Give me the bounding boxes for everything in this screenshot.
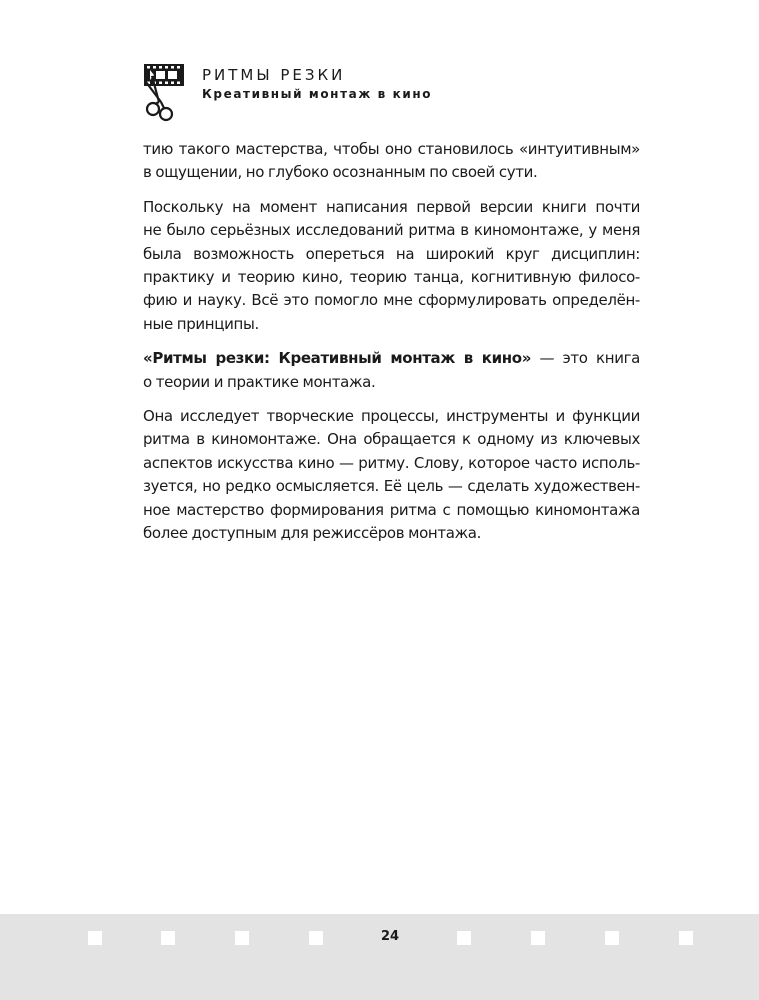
footer-square — [235, 931, 249, 945]
text-line: ные принципы. — [143, 314, 259, 333]
film-strip-scissors-icon — [140, 62, 188, 122]
text-line: Она исследует творческие процессы, инструменты и функции — [143, 407, 640, 426]
text-line: была возможность опереться на широкий круг дисциплин: — [143, 244, 640, 263]
text-line: ное мастерство формирования ритма с помощью киномонтажа — [143, 500, 640, 519]
text-line: более доступным для режиссёров монтажа. — [143, 524, 482, 543]
text-line: о теории и практике монтажа. — [143, 372, 376, 391]
footer-band — [0, 914, 759, 1000]
text-line: тию такого мастерства, чтобы оно становилось «интуитивным» — [143, 140, 640, 158]
book-title-emphasis: «Ритмы резки: Креативный монтаж в кино» — [143, 349, 532, 368]
text-line: зуется, но редко осмысляется. Её цель — сделать художествен- — [143, 477, 640, 496]
text-line: ритма в киномонтаже. Она обращается к одному из ключевых — [143, 430, 640, 449]
paragraph — [143, 138, 640, 185]
text-line: аспектов искусства кино — ритму. Слову, которое часто исполь- — [143, 453, 640, 472]
body-text — [143, 138, 640, 557]
footer-square — [605, 931, 619, 945]
footer-square — [457, 931, 471, 945]
page-number: 24 — [380, 929, 400, 944]
text-fragment: — это книга — [531, 349, 640, 368]
paragraph — [143, 347, 640, 394]
paragraph — [143, 405, 640, 545]
header-text — [202, 66, 432, 102]
book-title: РИТМЫ РЕЗКИ — [202, 66, 346, 84]
paragraph — [143, 196, 640, 336]
running-header — [140, 62, 600, 122]
text-line: в ощущении, но глубоко осознанным по своей сути. — [143, 163, 538, 182]
footer-square — [88, 931, 102, 945]
text-line — [143, 347, 640, 370]
footer-square — [531, 931, 545, 945]
text-line: фию и науку. Всё это помогло мне сформулировать определён- — [143, 291, 640, 310]
text-line: Поскольку на момент написания первой версии книги почти — [143, 197, 640, 216]
footer-square — [679, 931, 693, 945]
book-subtitle: Креативный монтаж в кино — [202, 87, 433, 101]
text-line: не было серьёзных исследований ритма в киномонтаже, у меня — [143, 221, 640, 240]
text-line: практику и теорию кино, теорию танца, когнитивную филосо- — [143, 268, 640, 287]
footer-square — [309, 931, 323, 945]
footer-square — [161, 931, 175, 945]
